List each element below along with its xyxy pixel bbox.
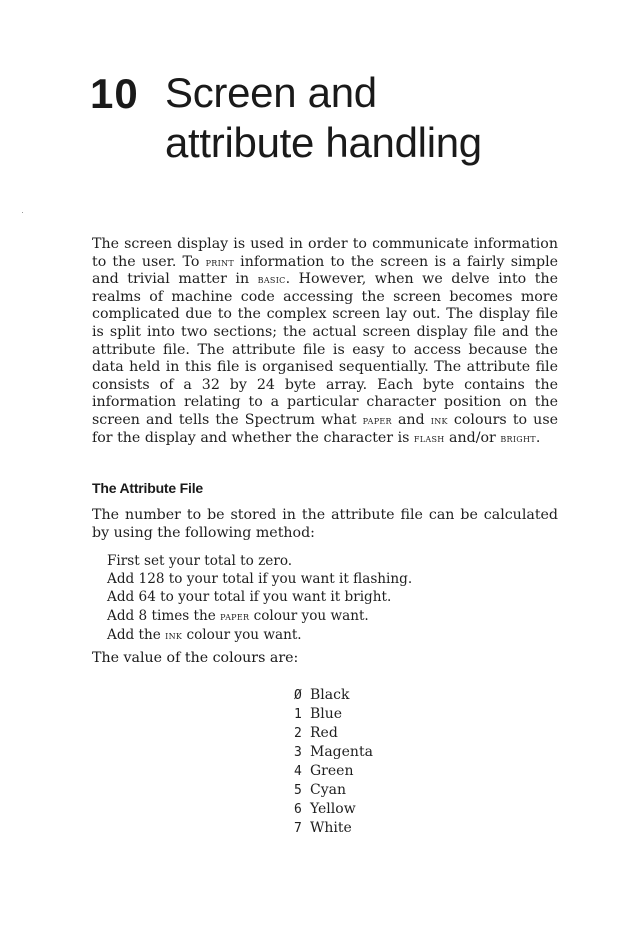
method-step-text: colour you want.: [182, 626, 302, 643]
method-step: Add 64 to your total if you want it bright.: [107, 589, 392, 606]
colour-code: 2: [294, 726, 302, 741]
section-heading: The Attribute File: [92, 480, 203, 496]
basic-keyword: basic: [257, 272, 286, 287]
colour-item: [294, 762, 373, 781]
colour-code: 5: [294, 783, 302, 798]
method-step-text: Add the: [107, 626, 166, 643]
intro-text-1: The screen display is used in order to communicate information to the user. To: [92, 236, 558, 270]
paper-keyword: paper: [220, 609, 250, 623]
colour-code: Ø: [294, 688, 302, 703]
method-step: First set your total to zero.: [107, 553, 293, 569]
colour-name: Red: [310, 725, 338, 741]
flash-keyword: flash: [413, 430, 445, 445]
colour-item: [294, 781, 373, 800]
colour-item: [294, 724, 373, 743]
colour-code: 7: [294, 821, 302, 836]
method-steps-list: [107, 552, 412, 645]
colour-code: 6: [294, 802, 302, 817]
colour-name: Blue: [310, 706, 343, 722]
colour-item: [294, 800, 373, 819]
intro-paragraph: [92, 236, 558, 447]
colour-item: [294, 686, 373, 705]
method-intro-paragraph: The number to be stored in the attribute file can be calculated by using the following method:: [92, 507, 558, 541]
paper-keyword: paper: [362, 412, 392, 427]
ink-keyword: ink: [430, 412, 448, 427]
colour-code: 4: [294, 764, 302, 779]
method-step-text: Add 8 times the: [107, 607, 221, 624]
colour-name: Cyan: [310, 782, 346, 798]
colour-item: [294, 819, 373, 838]
colour-name: White: [310, 820, 352, 836]
scan-speck: [22, 212, 23, 213]
colour-name: Magenta: [310, 744, 373, 760]
colour-item: [294, 743, 373, 762]
colour-name: Yellow: [310, 801, 356, 817]
chapter-title: [165, 68, 482, 168]
colour-code: 1: [294, 707, 302, 722]
colour-name: Black: [310, 687, 350, 703]
intro-text-2: information to the screen is a fairly simple and trivial matter in: [92, 253, 559, 288]
ink-keyword: ink: [165, 628, 183, 642]
print-keyword: print: [205, 254, 235, 269]
intro-text-3: . However, when we delve into the realms of machine code accessing the screen becomes more complicated due to the complex screen lay out. The display file is split into two sections; the actual screen display file and the attribute file. The attribute file is easy to access because the data held in this file is organised sequentially. The attribute file consists of a 32 by 24 byte array. Each byte contains the information relating to a particular character position on the screen and tells the Spectrum what: [92, 271, 558, 428]
method-step: [107, 626, 412, 645]
colour-name: Green: [310, 763, 354, 779]
colour-list: [294, 686, 373, 838]
intro-text-5: colours to use for the display and whether the character is: [92, 411, 558, 446]
method-step: [107, 607, 412, 626]
method-step-text: colour you want.: [249, 607, 369, 624]
colour-item: [294, 705, 373, 724]
chapter-number: 10: [90, 70, 139, 117]
bright-keyword: bright: [500, 430, 536, 445]
colours-intro: The value of the colours are:: [92, 650, 299, 666]
intro-text-6: and/or: [444, 429, 501, 446]
chapter-title-line-2: attribute handling: [165, 119, 482, 166]
intro-text-4: and: [391, 411, 431, 428]
colour-code: 3: [294, 745, 302, 760]
intro-text-7: .: [535, 429, 541, 446]
method-step: Add 128 to your total if you want it flashing.: [107, 571, 413, 588]
chapter-title-line-1: Screen and: [165, 69, 377, 116]
